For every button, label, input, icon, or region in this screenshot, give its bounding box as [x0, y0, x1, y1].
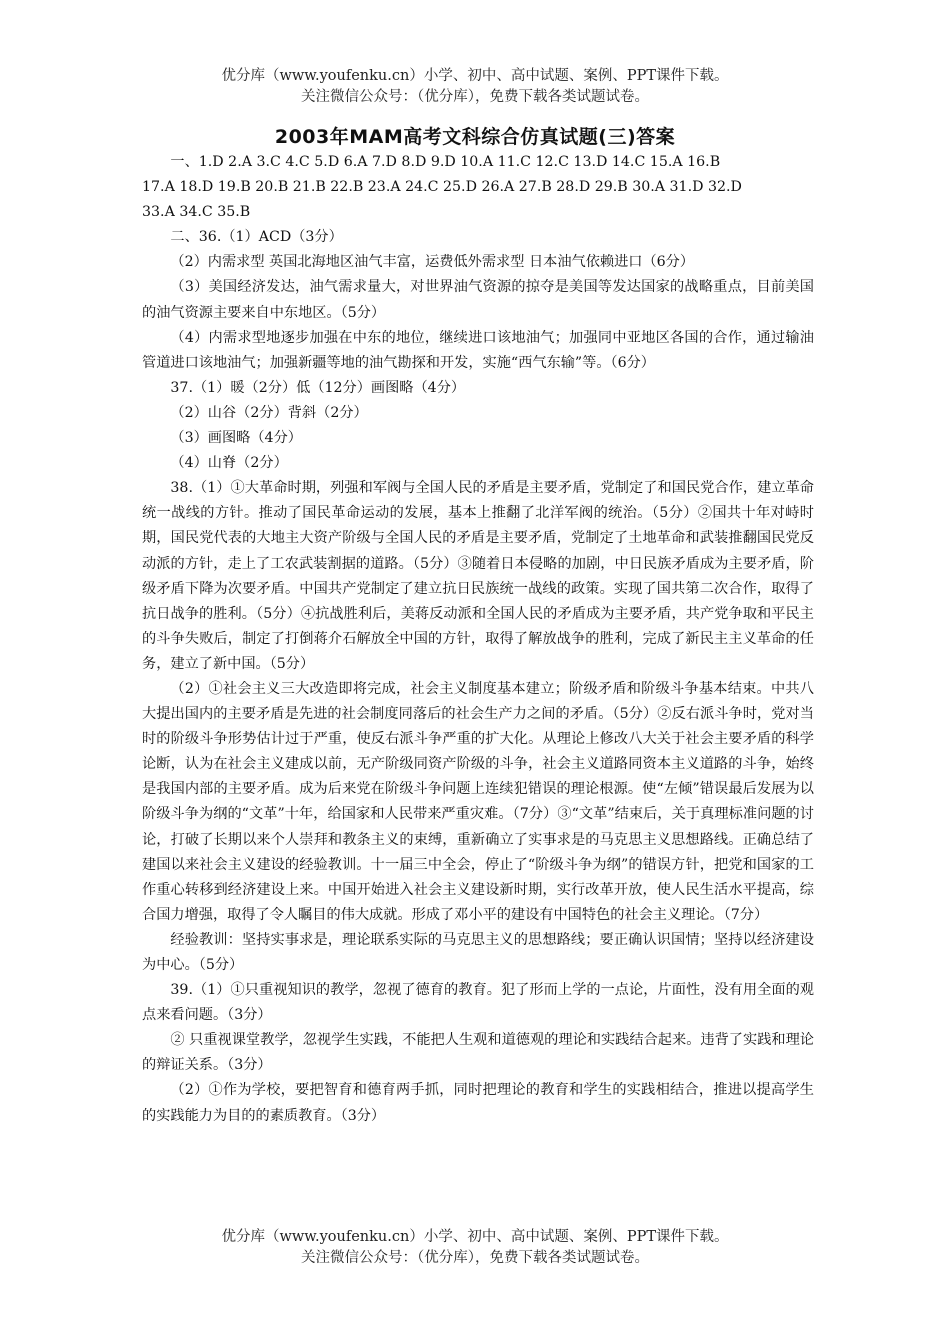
page-footer	[0, 1227, 950, 1269]
q39-part-1: 39.（1）①只重视知识的教学，忽视了德育的教育。犯了形而上学的一点论，片面性，没有用全面的观点来看问题。（3分）	[142, 982, 814, 1024]
q36-part-2: （2）内需求型 英国北海地区油气丰富，运费低外需求型 日本油气依赖进口（6分）	[170, 254, 695, 271]
q37-part-2: （2）山谷（2分）背斜（2分）	[170, 404, 368, 421]
q37-part-4: （4）山脊（2分）	[170, 455, 288, 472]
q39-part-1-item-2: ② 只重视课堂教学，忽视学生实践，不能把人生观和道德观的理论和实践结合起来。违背了实践和理论的辩证关系。（3分）	[142, 1032, 814, 1074]
document-title: 2003年MAM高考文科综合仿真试题(三)答案	[274, 126, 676, 148]
q36-part-4: （4）内需求型地逐步加强在中东的地位，继续进口该地油气；加强同中亚地区各国的合作，通过输油管道进口该地油气；加强新疆等地的油气勘探和开发，实施“西气东输”等。（6分）	[142, 329, 814, 371]
footer-line-1: 优分库（www.youfenku.cn）小学、初中、高中试题、案例、PPT课件下载。	[221, 1229, 729, 1245]
q39-part-2: （2）①作为学校，要把智育和德育两手抓，同时把理论的教育和学生的实践相结合，推进以提高学生的实践能力为目的的素质教育。（3分）	[142, 1082, 814, 1124]
header-line-1: 优分库（www.youfenku.cn）小学、初中、高中试题、案例、PPT课件下载。	[221, 68, 729, 84]
footer-line-2: 关注微信公众号：（优分库），免费下载各类试题试卷。	[301, 1250, 649, 1266]
q36-part-3: （3）美国经济发达，油气需求量大，对世界油气资源的掠夺是美国等发达国家的战略重点，目前美国的油气资源主要来自中东地区。（5分）	[142, 279, 814, 321]
choice-answers-line-2: 17.A 18.D 19.B 20.B 21.B 22.B 23.A 24.C 25.D 26.A 27.B 28.D 29.B 30.A 31.D 32.D	[142, 179, 742, 196]
choice-answers-line-1: 一、1.D 2.A 3.C 4.C 5.D 6.A 7.D 8.D 9.D 10.A 11.C 12.C 13.D 14.C 15.A 16.B	[170, 154, 721, 170]
q38-part-1: 38.（1）①大革命时期，列强和军阀与全国人民的矛盾是主要矛盾，党制定了和国民党合作，建立革命统一战线的方针。推动了国民革命运动的发展，基本上推翻了北洋军阀的统治。（5分）②国共十年对峙时期，国民党代表的大地主大资产阶级与全国人民的矛盾是主要矛盾，党制定了土地革命和武装推翻国民党反动派的方针，走上了工农武装割据的道路。（5分）③随着日本侵略的加剧，中日民族矛盾成为主要矛盾，阶级矛盾下降为次要矛盾。中国共产党制定了建立抗日民族统一战线的政策。实现了国共第二次合作，取得了抗日战争的胜利。（5分）④抗战胜利后，美蒋反动派和全国人民的矛盾成为主要矛盾，共产党争取和平民主的斗争失败后，制定了打倒蒋介石解放全中国的方针，取得了解放战争的胜利，完成了新民主主义革命的任务，建立了新中国。（5分）	[142, 480, 814, 672]
q38-lessons: 经验教训：坚持实事求是，理论联系实际的马克思主义的思想路线；要正确认识国情；坚持以经济建设为中心。（5分）	[142, 931, 814, 973]
q36-part-1: 二、36.（1）ACD（3分）	[170, 229, 343, 246]
page-header	[0, 66, 950, 108]
answer-body	[142, 150, 814, 1129]
q37-part-3: （3）画图略（4分）	[170, 430, 302, 447]
q38-part-2: （2）①社会主义三大改造即将完成，社会主义制度基本建立；阶级矛盾和阶级斗争基本结束。中共八大提出国内的主要矛盾是先进的社会制度同落后的社会生产力之间的矛盾。（5分）②反右派斗争时，党对当时的阶级斗争形势估计过于严重，使反右派斗争严重的扩大化。从理论上修改八大关于社会主要矛盾的科学论断，认为在社会主义建成以前，无产阶级同资产阶级的斗争，社会主义道路同资本主义道路的斗争，始终是我国内部的主要矛盾。成为后来党在阶级斗争问题上连续犯错误的理论根源。使“左倾”错误最后发展为以阶级斗争为纲的“文革”十年，给国家和人民带来严重灾难。（7分）③“文革”结束后，关于真理标准问题的讨论，打破了长期以来个人崇拜和教条主义的束缚，重新确立了实事求是的马克思主义思想路线。正确总结了建国以来社会主义建设的经验教训。十一届三中全会，停止了“阶级斗争为纲”的错误方针，把党和国家的工作重心转移到经济建设上来。中国开始进入社会主义建设新时期，实行改革开放，使人民生活水平提高，综合国力增强，取得了令人瞩目的伟大成就。形成了邓小平的建设有中国特色的社会主义理论。（7分）	[142, 680, 814, 923]
header-line-2: 关注微信公众号：（优分库），免费下载各类试题试卷。	[301, 89, 649, 105]
choice-answers-line-3: 33.A 34.C 35.B	[142, 204, 251, 221]
q37-part-1: 37.（1）暖（2分）低（12分）画图略（4分）	[170, 379, 466, 396]
